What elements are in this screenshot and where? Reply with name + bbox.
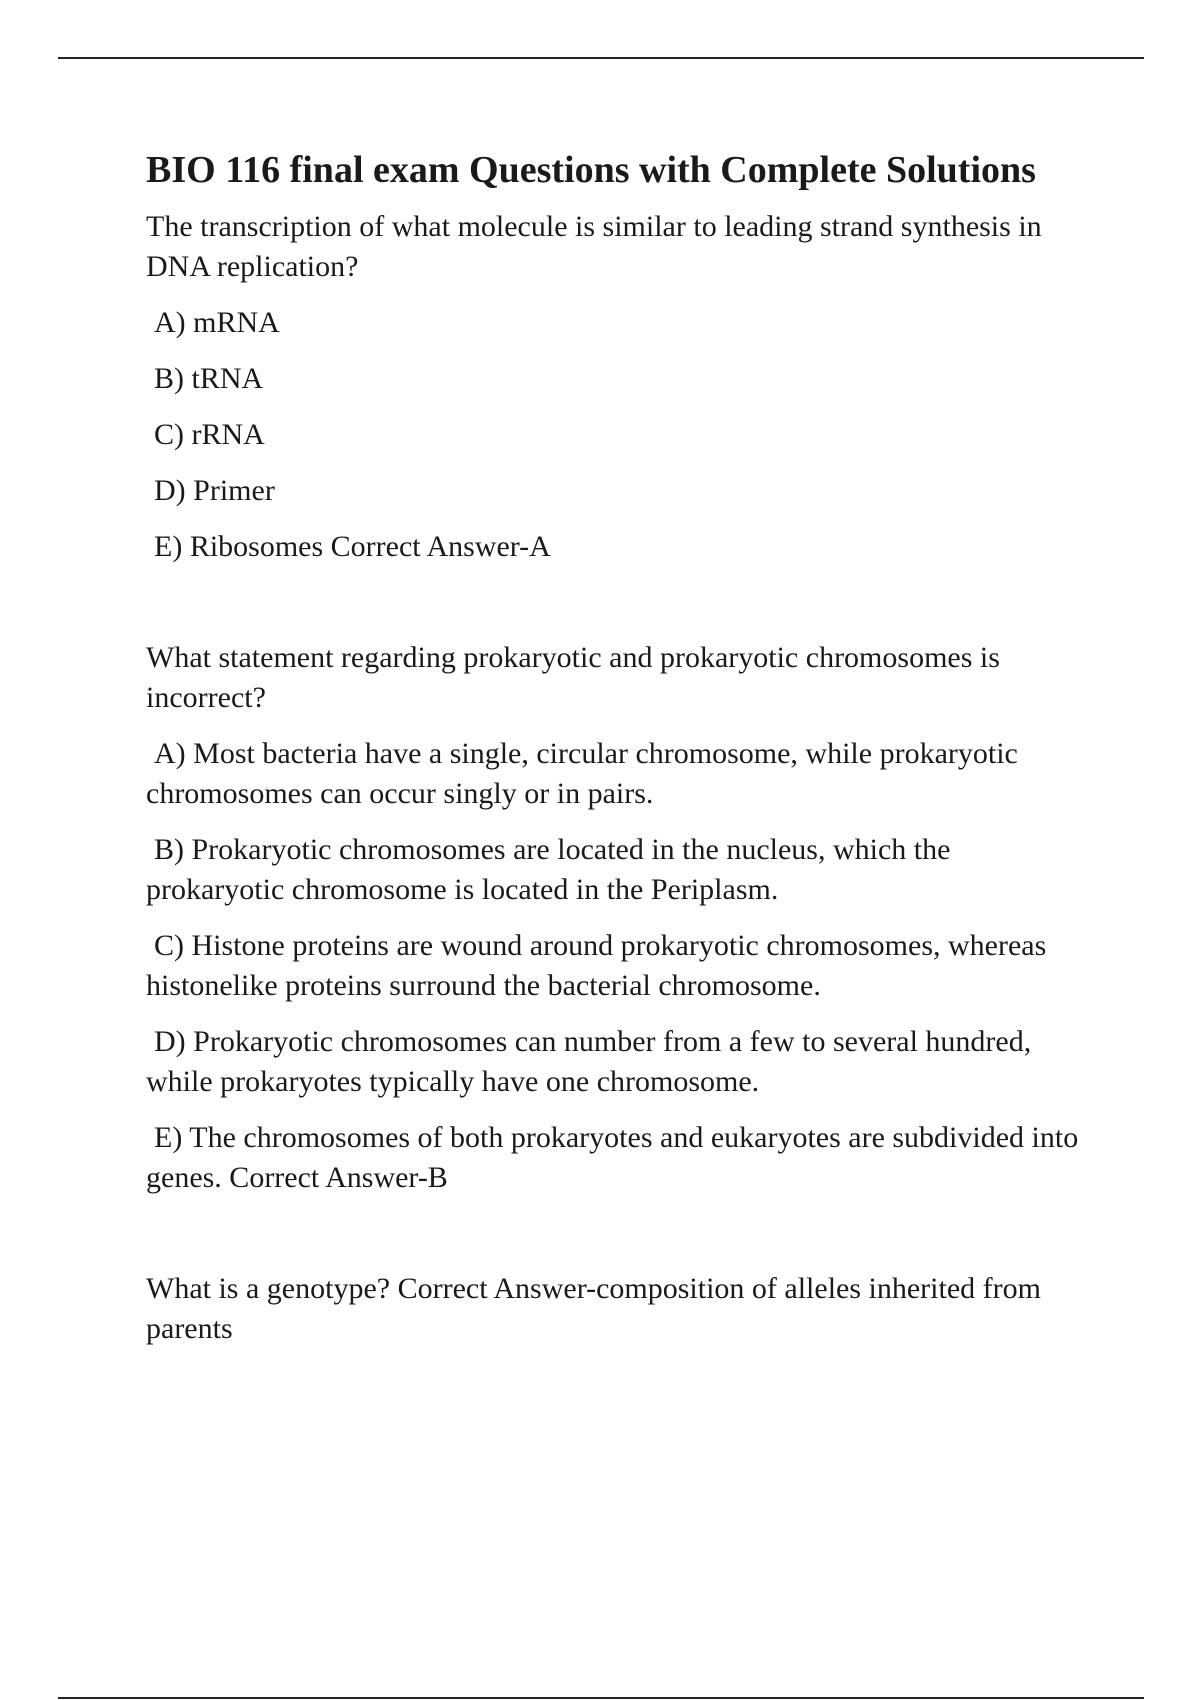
document-body: [146, 145, 1096, 1349]
top-divider: [58, 57, 1144, 59]
question-1-option-c: C) rRNA: [154, 418, 265, 451]
question-1-option-a: A) mRNA: [154, 306, 280, 339]
question-2-prompt: What statement regarding prokaryotic and prokaryotic chromosomes is incorrect?: [146, 641, 1000, 714]
question-2-option-a: A) Most bacteria have a single, circular chromosome, while prokaryotic chromosomes can occur singly or in pairs.: [146, 737, 1018, 810]
question-1-option-d: D) Primer: [154, 474, 275, 507]
question-2-option-c: C) Histone proteins are wound around prokaryotic chromosomes, whereas histonelike proteins surround the bacterial chromosome.: [146, 929, 1047, 1002]
document-title: BIO 116 final exam Questions with Complete Solutions: [146, 149, 1036, 191]
question-1-option-b: B) tRNA: [154, 362, 264, 395]
question-2: [146, 638, 1096, 1198]
question-3-prompt: What is a genotype? Correct Answer-composition of alleles inherited from parents: [146, 1272, 1041, 1345]
bottom-divider: [58, 1697, 1144, 1699]
question-1-option-e: E) Ribosomes Correct Answer-A: [154, 530, 551, 563]
question-1-prompt: The transcription of what molecule is similar to leading strand synthesis in DNA replication?: [146, 210, 1042, 283]
question-2-option-b: B) Prokaryotic chromosomes are located in the nucleus, which the prokaryotic chromosome is located in the Periplasm.: [146, 833, 951, 906]
question-3: [146, 1269, 1096, 1349]
question-2-option-e: E) The chromosomes of both prokaryotes and eukaryotes are subdivided into genes. Correct Answer-B: [146, 1121, 1079, 1194]
question-1: [146, 207, 1096, 567]
question-2-option-d: D) Prokaryotic chromosomes can number from a few to several hundred, while prokaryotes typically have one chromosome.: [146, 1025, 1032, 1098]
